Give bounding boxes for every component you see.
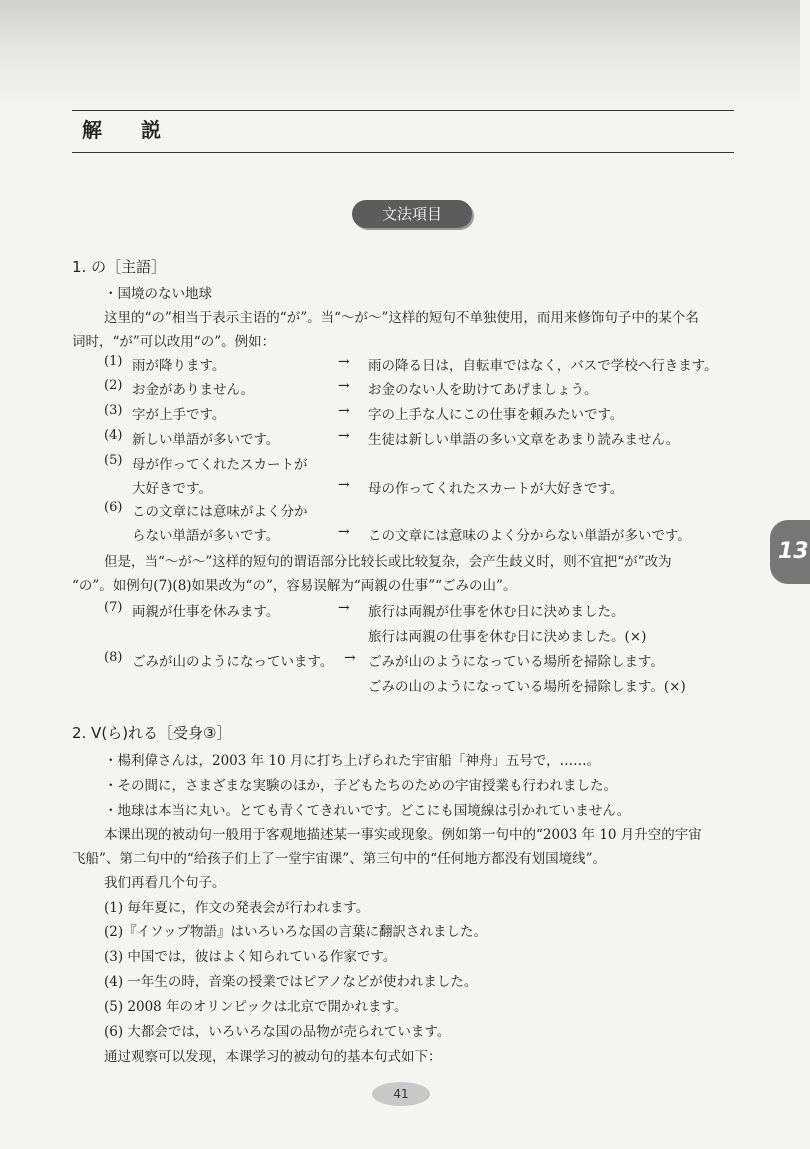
- bullet-sentence: ・その間に，さまざまな実験のほか，子どもたちのための宇宙授業も行われました。: [104, 778, 617, 794]
- bullet-sentence: ・地球は本当に丸い。とても青くてきれいです。どこにも国境線は引かれていません。: [104, 803, 631, 819]
- item-number: (8): [104, 650, 123, 665]
- item-number: (1): [104, 354, 123, 369]
- example-sentence: ・国境のない地球: [104, 286, 212, 302]
- paragraph-line: 本课出现的被动句一般用于客观地描述某一事实或现象。例如第一句中的“2003 年 10 月升空的宇宙: [104, 827, 702, 843]
- item-number: (7): [104, 600, 123, 615]
- item-number: (5): [104, 453, 123, 468]
- pair-left-cont: 大好きです。: [132, 481, 212, 497]
- example-item: (5) 2008 年のオリンピックは北京で開かれます。: [104, 999, 408, 1015]
- pair-right: 生徒は新しい単語の多い文章をあまり読みません。: [368, 432, 680, 448]
- section-heading-1: 1. の［主語］: [72, 258, 167, 276]
- example-item: (4) 一年生の時，音楽の授業ではピアノなどが使われました。: [104, 974, 478, 990]
- arrow-icon: →: [338, 600, 350, 616]
- arrow-icon: →: [338, 477, 350, 493]
- arrow-icon: →: [338, 403, 350, 419]
- pair-left: この文章には意味がよく分か: [132, 504, 308, 520]
- pair-right: お金のない人を助けてあげましょう。: [368, 382, 598, 398]
- pair-right-wrong: ごみの山のようになっている場所を掃除します。(×): [368, 679, 686, 695]
- pair-right: 字の上手な人にこの仕事を頼みたいです。: [368, 407, 624, 423]
- pair-left: 字が上手です。: [132, 407, 226, 423]
- pair-left: ごみが山のようになっています。: [132, 654, 334, 670]
- paragraph-line: 词时，“が”可以改用“の”。例如：: [72, 334, 276, 350]
- arrow-icon: →: [338, 428, 350, 444]
- pair-right: 雨の降る日は，自転車ではなく，バスで学校へ行きます。: [368, 358, 718, 374]
- header-bottom-rule: [72, 152, 734, 153]
- item-number: (3): [104, 403, 123, 418]
- paragraph-line: 我们再看几个句子。: [104, 875, 226, 891]
- example-item: (2)『イソップ物語』はいろいろな国の言葉に翻訳されました。: [104, 924, 487, 940]
- page-number: 41: [372, 1082, 430, 1106]
- paragraph-line: 飞船”、第二句中的“给孩子们上了一堂宇宙课”、第三句中的“任何地方都没有划国境线”。: [72, 851, 607, 867]
- arrow-icon: →: [338, 354, 350, 370]
- pair-left: 両親が仕事を休みます。: [132, 604, 280, 620]
- paragraph-line: “の”。如例句(7)(8)如果改为“の”，容易误解为“両親の仕事”“ごみの山”。: [72, 578, 517, 594]
- arrow-icon: →: [344, 650, 356, 666]
- example-item: (1) 毎年夏に，作文の発表会が行われます。: [104, 900, 370, 916]
- pair-right-wrong: 旅行は両親の仕事を休む日に決めました。(×): [368, 629, 647, 645]
- pair-right: 母の作ってくれたスカートが大好きです。: [368, 481, 624, 497]
- pair-right: 旅行は両親が仕事を休む日に決めました。: [368, 604, 625, 620]
- paragraph-line: 通过观察可以发现，本课学习的被动句的基本句式如下：: [104, 1049, 442, 1065]
- arrow-icon: →: [338, 378, 350, 394]
- item-number: (2): [104, 378, 123, 393]
- pair-right: この文章には意味のよく分からない単語が多いです。: [368, 528, 691, 544]
- pair-left: 母が作ってくれたスカートが: [132, 457, 308, 473]
- pair-left: 新しい単語が多いです。: [132, 432, 280, 448]
- section-badge: 文法項目: [352, 200, 472, 228]
- header-top-rule: [72, 110, 734, 111]
- page-top-shading: [0, 0, 800, 110]
- item-number: (6): [104, 500, 123, 515]
- pair-right: ごみが山のようになっている場所を掃除します。: [368, 654, 664, 670]
- chapter-tab: 13: [770, 520, 810, 584]
- paragraph-line: 这里的“の”相当于表示主语的“が”。当“～が～”这样的短句不单独使用，而用来修饰句子中的某个名: [104, 310, 699, 326]
- page-title: 解 説: [82, 118, 177, 142]
- bullet-sentence: ・楊利偉さんは，2003 年 10 月に打ち上げられた宇宙船「神舟」五号で，……。: [104, 753, 601, 769]
- paragraph-line: 但是，当“～が～”这样的短句的谓语部分比较长或比较复杂，会产生歧义时，则不宜把“が”改为: [104, 554, 672, 570]
- pair-left: お金がありません。: [132, 382, 255, 398]
- section-heading-2: 2. V(ら)れる［受身③］: [72, 724, 232, 742]
- pair-left-cont: らない単語が多いです。: [132, 528, 280, 544]
- arrow-icon: →: [338, 524, 350, 540]
- example-item: (6) 大都会では，いろいろな国の品物が売られています。: [104, 1024, 451, 1040]
- item-number: (4): [104, 428, 123, 443]
- pair-left: 雨が降ります。: [132, 358, 226, 374]
- example-item: (3) 中国では，彼はよく知られている作家です。: [104, 949, 397, 965]
